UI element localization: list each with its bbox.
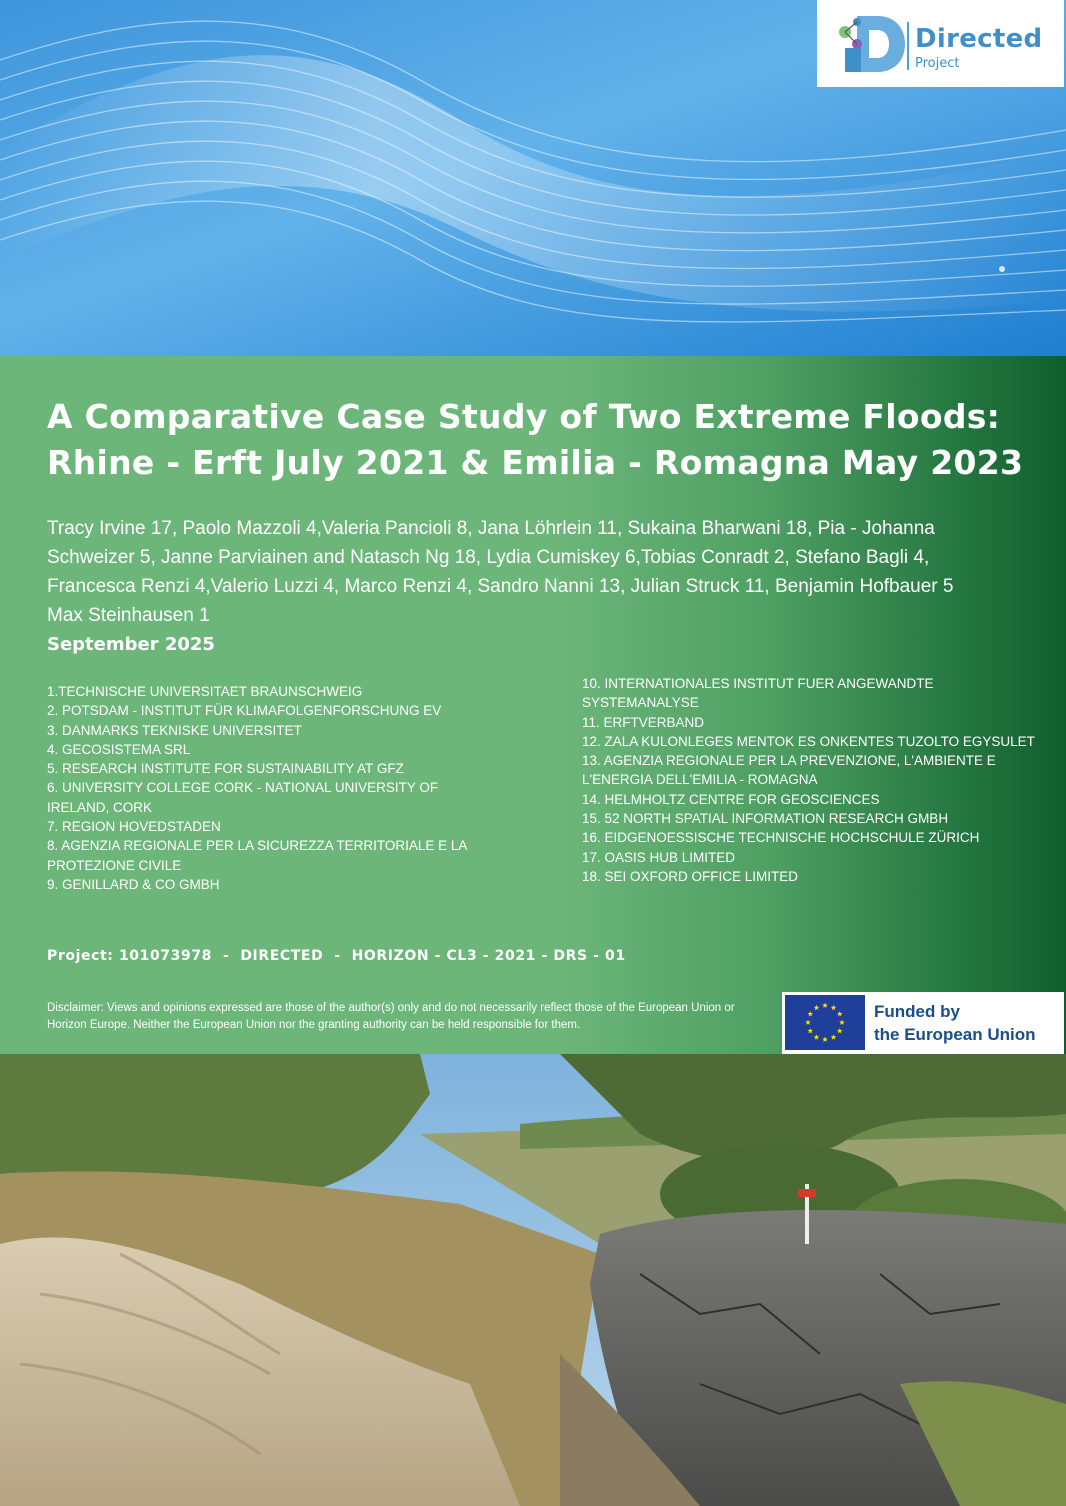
directed-logo-icon bbox=[827, 10, 907, 78]
affiliation-item: 9. GENILLARD & CO GMBH bbox=[47, 876, 220, 892]
eu-funding-text bbox=[874, 1000, 1036, 1046]
affiliation-item: 14. HELMHOLTZ CENTRE FOR GEOSCIENCES bbox=[582, 791, 880, 807]
title-line-1: A Comparative Case Study of Two Extreme Floods: bbox=[47, 397, 1001, 436]
damaged-road-photo bbox=[0, 1054, 1066, 1506]
affiliations-right bbox=[582, 674, 1037, 886]
eu-funding-line-2: the European Union bbox=[874, 1025, 1036, 1044]
directed-logo bbox=[817, 0, 1064, 87]
affiliation-item: 4. GECOSISTEMA SRL bbox=[47, 741, 191, 757]
disclaimer: Disclaimer: Views and opinions expressed are those of the author(s) only and do not necessarily reflect those of the European Union or Horizon Europe. Neither the European Union nor the granting authority can be held responsible for them. bbox=[47, 1002, 735, 1031]
logo-subtitle: Project bbox=[915, 56, 960, 71]
publication-date: September 2025 bbox=[47, 634, 215, 655]
affiliation-item: 10. INTERNATIONALES INSTITUT FUER ANGEWANDTE SYSTEMANALYSE bbox=[582, 676, 934, 711]
affiliation-item: 11. ERFTVERBAND bbox=[582, 714, 705, 730]
affiliation-item: 5. RESEARCH INSTITUTE FOR SUSTAINABILITY AT GFZ bbox=[47, 761, 404, 777]
affiliations-left bbox=[47, 682, 475, 894]
affiliation-item: 6. UNIVERSITY COLLEGE CORK - NATIONAL UNIVERSITY OF IRELAND, CORK bbox=[47, 780, 439, 815]
cover-info-panel bbox=[0, 356, 1066, 1054]
logo-name: Directed bbox=[915, 24, 1043, 54]
eu-funding-line-1: Funded by bbox=[874, 1002, 960, 1021]
affiliation-item: 16. EIDGENOESSISCHE TECHNISCHE HOCHSCHULE ZÜRICH bbox=[582, 830, 980, 846]
affiliation-item: 15. 52 NORTH SPATIAL INFORMATION RESEARCH GMBH bbox=[582, 811, 949, 827]
title-line-2: Rhine - Erft July 2021 & Emilia - Romagna May 2023 bbox=[47, 443, 1024, 482]
author-list: Tracy Irvine 17, Paolo Mazzoli 4,Valeria Pancioli 8, Jana Löhrlein 11, Sukaina Bharwani 18, Pia - Johanna Schweizer 5, Janne Parviainen and Natasch Ng 18, Lydia Cumiskey 6,Tobias Conradt 2, Stefano Bagli 4, Francesca Renzi 4,Valerio Luzzi 4, Marco Renzi 4, Sandro Nanni 13, Julian Struck 11, Benjamin Hofbauer 5 Max Steinhausen 1 bbox=[47, 518, 954, 626]
flood-damage-photo bbox=[0, 1054, 1066, 1506]
eu-flag-icon bbox=[785, 995, 865, 1050]
affiliation-item: 18. SEI OXFORD OFFICE LIMITED bbox=[582, 868, 799, 884]
affiliation-item: 13. AGENZIA REGIONALE PER LA PREVENZIONE, L'AMBIENTE E L'ENERGIA DELL'EMILIA - ROMAGNA bbox=[582, 753, 996, 788]
affiliation-item: 3. DANMARKS TEKNISKE UNIVERSITET bbox=[47, 722, 302, 738]
affiliation-item: 17. OASIS HUB LIMITED bbox=[582, 849, 736, 865]
affiliation-item: 12. ZALA KULONLEGES MENTOK ES ONKENTES TUZOLTO EGYSULET bbox=[582, 733, 1035, 749]
project-id: Project: 101073978 - DIRECTED - HORIZON - CL3 - 2021 - DRS - 01 bbox=[47, 948, 626, 964]
affiliation-item: 1.TECHNISCHE UNIVERSITAET BRAUNSCHWEIG bbox=[47, 684, 363, 699]
affiliation-item: 7. REGION HOVEDSTADEN bbox=[47, 819, 221, 835]
logo-divider bbox=[907, 22, 909, 70]
affiliation-item: 8. AGENZIA REGIONALE PER LA SICUREZZA TERRITORIALE E LA PROTEZIONE CIVILE bbox=[47, 838, 467, 873]
eu-funding-badge bbox=[782, 992, 1064, 1054]
affiliation-item: 2. POTSDAM - INSTITUT FÜR KLIMAFOLGENFORSCHUNG EV bbox=[47, 703, 442, 719]
document-title bbox=[47, 394, 1047, 486]
